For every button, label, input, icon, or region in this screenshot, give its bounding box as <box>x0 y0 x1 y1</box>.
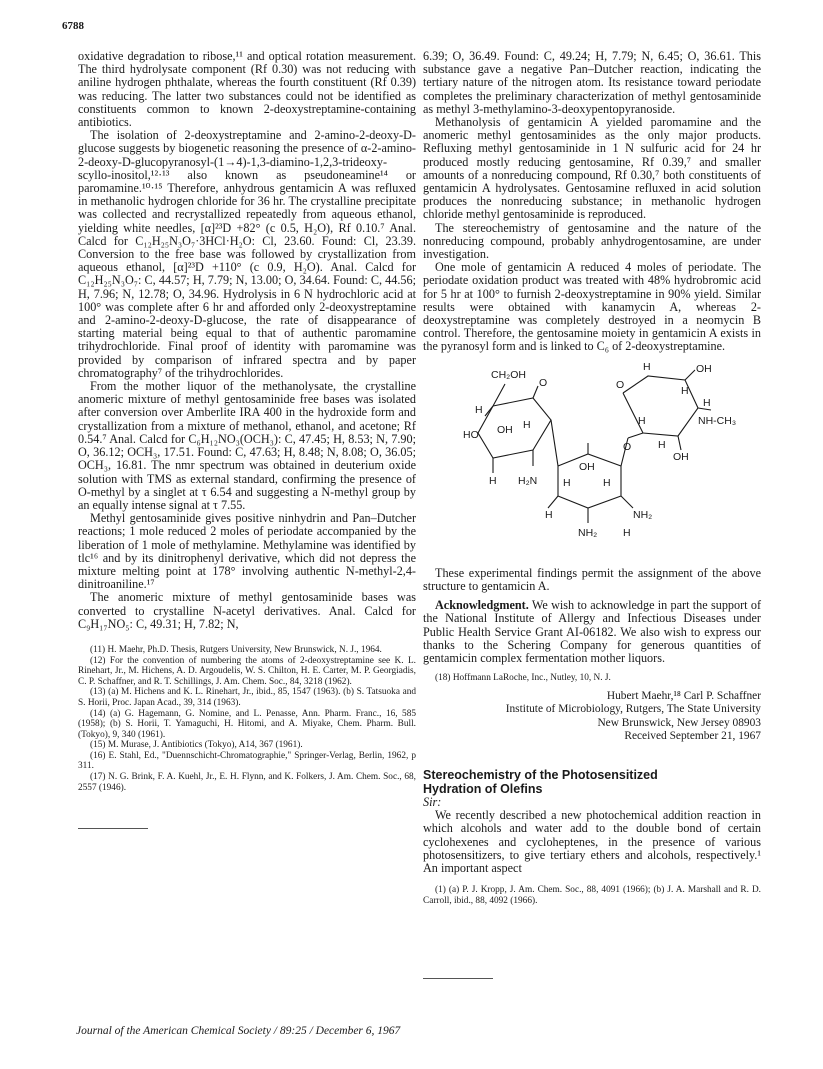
acknowledgment-heading: Acknowledgment. <box>435 598 529 613</box>
footnote: (14) (a) G. Hagemann, G. Nomine, and L. Penasse, Ann. Pharm. Franc., 16, 585 (1958); (b) S. Horii, T. Yamaguchi, H. Hitomi, and A. Miyake, Chem. Pharm. Bull. (Tokyo), 9, 340 (1961). <box>78 708 416 740</box>
struct-label-oh: OH <box>673 450 689 463</box>
paragraph: The isolation of 2-deoxystreptamine and 2-amino-2-deoxy-D-glucose suggests by biogenetic reasoning the presence of α-2-amino-2-deoxy-D-glucopyranosyl-(1→4)-1,3-diamino-1,2,3-trideoxy-scyllo-inositol,¹²·¹³ also known as pseudoneamine¹⁴ or paromamine.¹⁰·¹⁵ Therefore, anhydrous gentamicin A was refluxed in methanolic hydrogen chloride for 36 hr. The crystalline precipitate was collected and recrystallized repeatedly from aqueous ethanol, yielding white needles, [α]²³D +82° (c 0.5, H₂O), Rf 0.10.⁷ Anal. Calcd for C₁₂H₂₅N₃O₇·3HCl·H₂O: Cl, 23.60. Found: Cl, 23.39. Conversion to the free base was followed by crystallization from aqueous ethanol, [α]²³D +110° (c 0.9, H₂O). Anal. Calcd for C₁₂H₂₅N₃O₇: C, 44.57; H, 7.79; N, 13.00; O, 34.64. Found: C, 44.56; H, 7.96; N, 12.78; O, 34.96. Hydrolysis in 6 N hydrochloric acid at 100° was complete after 6 hr and afforded only 2-deoxystreptamine and 2-amino-2-deoxy-D-glucose, the rate of disappearance of starting material being equal to that of authentic paromamine trihydrochloride. Final proof of identity with paromamine was provided by comparison of infrared spectra and by paper chromatography⁷ of the trihydrochlorides. <box>78 128 416 380</box>
struct-label-o: O <box>623 440 632 453</box>
struct-label-ho: HO <box>463 428 479 441</box>
paragraph: Methyl gentosaminide gives positive ninhydrin and Pan–Dutcher reactions; 1 mole reduced 2 moles of periodate accompanied by the liberation of 1 mole of methylamine. Methylamine was identified by tlc¹⁶ and by its dinitrophenyl derivative, which did not depress the mixture melting point at 178° involving authentic N-methyl-2,4-dinitroaniline.¹⁷ <box>78 511 416 592</box>
paragraph: oxidative degradation to ribose,¹¹ and optical rotation measurement. The third hydrolysate component (Rf 0.30) was not reducing with aniline hydrogen phthalate, whereas the fourth constituent (Rf 0.39) was reducing. The latter two substances could not be identified as constituents common to known 2-deoxystreptamine-containing antibiotics. <box>78 49 416 130</box>
struct-label-h: H <box>475 403 483 416</box>
struct-label-h: H <box>545 508 553 521</box>
struct-label-oh: OH <box>696 362 712 375</box>
footnote: (1) (a) P. J. Kropp, J. Am. Chem. Soc., 88, 4091 (1966); (b) J. A. Marshall and R. D. Carroll, ibid., 88, 4092 (1966). <box>423 885 761 906</box>
struct-label-h: H <box>523 418 531 431</box>
paragraph: We recently described a new photochemical addition reaction in which alcohols and water add to the double bond of certain cyclohexenes and cycloheptenes, in the presence of various photosensitizers, to give tertiary ethers and alcohols, respectively.¹ An important aspect <box>423 808 761 875</box>
struct-label-h: H <box>643 360 651 373</box>
journal-footer: Journal of the American Chemical Society / 89:25 / December 6, 1967 <box>76 1025 401 1037</box>
article-title: Stereochemistry of the Photosensitized <box>423 767 658 782</box>
signature <box>423 690 761 744</box>
footnote: (15) M. Murase, J. Antibiotics (Tokyo), A14, 367 (1961). <box>90 740 303 751</box>
footnote: (16) E. Stahl, Ed., "Duennschicht-Chromatographie," Springer-Verlag, Berlin, 1962, p 311. <box>78 750 416 772</box>
footnote: (11) H. Maehr, Ph.D. Thesis, Rutgers University, New Brunswick, N. J., 1964. <box>90 644 382 655</box>
paragraph: These experimental findings permit the assignment of the above structure to gentamicin A. <box>423 565 761 594</box>
struct-label-h: H <box>658 438 666 451</box>
left-column <box>78 50 416 793</box>
paragraph: 6.39; O, 36.49. Found: C, 49.24; H, 7.79; N, 6.45; O, 36.61. This substance gave a negative Pan–Dutcher reaction, indicating the tertiary nature of the nitrogen atom. Its resistance toward periodate completes the preliminary characterization of methyl gentosaminide as methyl 3-methylamino-3-deoxypentopyranoside. <box>423 49 761 116</box>
received-date: Received September 21, 1967 <box>624 730 761 743</box>
struct-label-o: O <box>539 376 548 389</box>
struct-label-ch2oh: CH₂OH <box>491 368 526 381</box>
paragraph: From the mother liquor of the methanolysate, the crystalline anomeric mixture of methyl gentosaminide free bases was isolated after conversion over Amberlite IRA 400 in the hydroxide form and crystallization from a mixture of methanol, ethanol, and acetone; Rf 0.54.⁷ Anal. Calcd for C₆H₁₂NO₃(OCH₃): C, 47.45; H, 8.53; N, 7.90; O, 36.12; OCH₃, 17.51. Found: C, 47.63; H, 8.48; N, 8.08; O, 36.05; OCH₃, 16.81. The nmr spectrum was obtained in deuterium oxide solution with TMS as external standard, confirming the presence of O-methyl by a singlet at τ 6.54 and suggesting a N-methyl group by an equally intense signal at τ 7.55. <box>78 379 416 512</box>
footnote: (18) Hoffmann LaRoche, Inc., Nutley, 10, N. J. <box>435 673 611 684</box>
struct-label-h: H <box>563 476 571 489</box>
struct-label-h: H <box>638 414 646 427</box>
affiliation-address: New Brunswick, New Jersey 08903 <box>597 716 761 729</box>
struct-label-nh2: NH₂ <box>633 508 653 521</box>
footnote: (17) N. G. Brink, F. A. Kuehl, Jr., E. H. Flynn, and K. Folkers, J. Am. Chem. Soc., 68, 2557 (1946). <box>78 772 416 793</box>
salutation: Sir: <box>423 794 442 809</box>
page-number: 6788 <box>62 20 84 32</box>
struct-label-h: H <box>703 396 711 409</box>
struct-label-nhch3: NH-CH₃ <box>698 414 737 427</box>
struct-label-oh: OH <box>579 460 595 473</box>
footnote: (12) For the convention of numbering the atoms of 2-deoxystreptamine see K. L. Rinehart, Jr., M. Hichens, A. D. Argoudelis, W. S. Chilton, H. E. Carter, M. P. Georgiadis, C. P. Schaffner, and R. T. Schillings, J. Am. Chem. Soc., 84, 3218 (1962). <box>78 655 416 687</box>
footnotes <box>78 645 416 793</box>
footnote-rule <box>423 978 493 979</box>
paragraph: The stereochemistry of gentosamine and the nature of the nonreducing compound, probably anhydrogentosamine, are under investigation. <box>423 220 761 262</box>
article-title-line2: Hydration of Olefins <box>423 781 543 796</box>
paragraph: Methanolysis of gentamicin A yielded paromamine and the anomeric methyl gentosaminides as the only major products. Refluxing methyl gentosaminide in 1 N sulfuric acid for 24 hr produced mostly reducing gentosamine, Rf 0.39,⁷ and smaller amounts of a nonreducing compound, Rf 0.30,⁷ both constituents of gentamicin A hydrolysates. Gentosamine refluxed in acid solution produces the nonreducing substance; in methanolic hydrogen chloride methyl gentosaminide is reproduced. <box>423 115 761 222</box>
authors: Hubert Maehr,¹⁸ Carl P. Schaffner <box>606 689 761 702</box>
affiliation: Institute of Microbiology, Rutgers, The State University <box>505 703 761 716</box>
struct-label-h: H <box>681 384 689 397</box>
acknowledgment-body: We wish to acknowledge in part the support of the National Institute of Allergy and Infectious Diseases under Public Health Service Grant AI-06182. We also wish to express our thanks to the Schering Company for generous quantities of gentamicin complex fermentation mother liquors. <box>423 598 761 666</box>
gentamicin-structure <box>423 358 761 558</box>
struct-label-oh: OH <box>497 423 513 436</box>
struct-label-h: H <box>623 526 631 539</box>
struct-label-h2n: H₂N <box>518 474 538 487</box>
struct-label-nh2: NH₂ <box>578 526 598 539</box>
paragraph: One mole of gentamicin A reduced 4 moles of periodate. The periodate oxidation product was treated with 48% hydrobromic acid for 5 hr at 100° to furnish 2-deoxystreptamine in 90% yield. Similar results were obtained with kanamycin A, whereas 2-deoxystreptamine was completely destroyed in a neomycin B control. Therefore, the gentosamine moiety in gentamicin A exists in the pyranosyl form and is linked to C₆ of 2-deoxystreptamine. <box>423 260 761 354</box>
footnote-rule <box>78 828 148 829</box>
footnote: (13) (a) M. Hichens and K. L. Rinehart, Jr., ibid., 85, 1547 (1963). (b) S. Tatsuoka and S. Horii, Proc. Japan Acad., 39, 314 (1963). <box>78 687 416 708</box>
struct-label-h: H <box>489 474 497 487</box>
acknowledgment <box>423 599 761 665</box>
right-column <box>423 50 761 906</box>
struct-label-o: O <box>616 378 625 391</box>
struct-label-h: H <box>603 476 611 489</box>
paragraph: The anomeric mixture of methyl gentosaminide bases was converted to crystalline N-acetyl derivatives. Anal. Calcd for C₉H₁₇NO₅: C, 49.31; H, 7.82; N, <box>78 590 416 631</box>
